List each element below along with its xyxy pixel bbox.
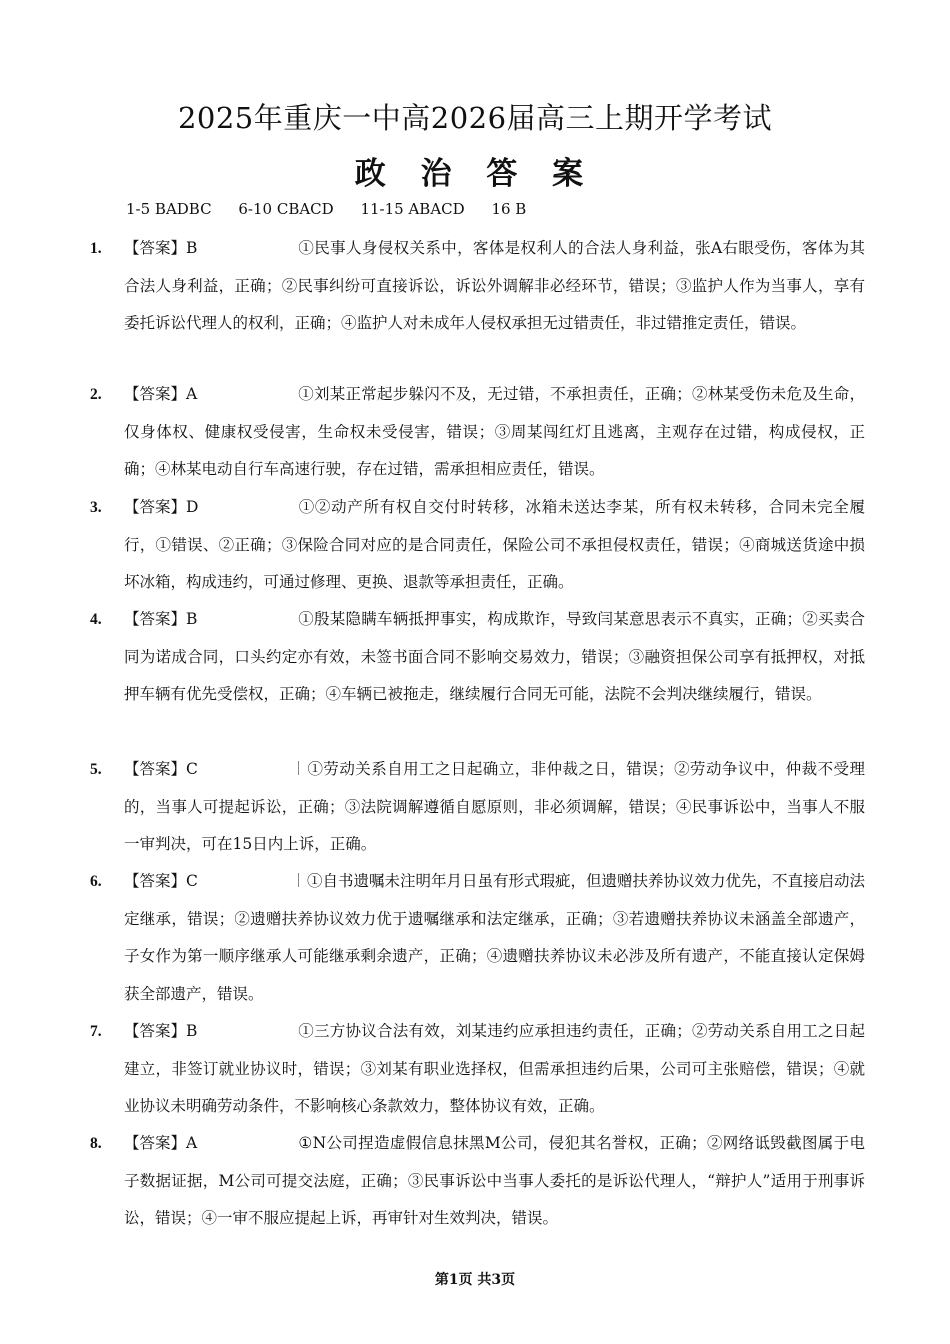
explanation-text: ①三方协议合法有效，刘某违约应承担违约责任，正确；②劳动关系自用工之日起建立，非签订就业协议时，错误；③刘某有职业选择权，但需承担违约后果，公司可主张赔偿，错误；④就业协议未明确劳动条件，不影响核心条款效力，整体协议有效，正确。 — [124, 1022, 865, 1115]
summary-group: 16 B — [491, 200, 527, 218]
explanation-text: ①自书遗嘱未注明年月日虽有形式瑕疵，但遗赠扶养协议效力优先，不直接启动法定继承，错误；②遗赠扶养协议效力优于遗嘱继承和法定继承，正确；③若遗赠扶养协议未涵盖全部遗产，子女作为第一顺序继承人可能继承剩余遗产，正确；④遗赠扶养协议未必涉及所有遗产，不能直接认定保姆获全部遗产，错误。 — [124, 872, 866, 1003]
explanation-text: ①N公司捏造虚假信息抹黑M公司，侵犯其名誉权，正确；②网络诋毁截图属于电子数据证据，M公司可提交法庭，正确；③民事诉讼中当事人委托的是诉讼代理人，“辩护人”适用于刑事诉讼，错误；④一审不服应提起上诉，再审针对生效判决，错误。 — [124, 1134, 865, 1227]
question-number: 8. — [90, 1135, 102, 1152]
summary-group: 1-5 BADBC — [126, 200, 212, 218]
question-number: 2. — [90, 386, 102, 403]
question-item — [90, 230, 865, 343]
answer-label: 【答案】A — [124, 385, 198, 403]
question-item — [90, 1125, 865, 1238]
answer-label: 【答案】B — [124, 610, 198, 628]
explanation-text: ①民事人身侵权关系中，客体是权利人的合法人身利益，张A右眼受伤，客体为其合法人身利益，正确；②民事纠纷可直接诉讼，诉讼外调解非必经环节，错误；③监护人作为当事人，享有委托诉讼代理人的权利，正确；④监护人对未成年人侵权承担无过错责任，非过错推定责任，错误。 — [124, 239, 865, 332]
explanation-text: ①劳动关系自用工之日起确立，非仲裁之日，错误；②劳动争议中，仲裁不受理的，当事人可提起诉讼，正确；③法院调解遵循自愿原则，非必须调解，错误；④民事诉讼中，当事人不服一审判决，可在15日内上诉，正确。 — [124, 760, 865, 853]
explanation-text: ①殷某隐瞒车辆抵押事实，构成欺诈，导致闫某意思表示不真实，正确；②买卖合同为诺成合同，口头约定亦有效，未签书面合同不影响交易效力，错误；③融资担保公司享有抵押权，对抵押车辆有优先受偿权，正确；④车辆已被拖走，继续履行合同无可能，法院不会判决继续履行，错误。 — [124, 610, 865, 703]
answer-label: 【答案】D — [124, 498, 199, 516]
answer-label: 【答案】B — [124, 239, 198, 257]
summary-group: 6-10 CBACD — [238, 200, 334, 218]
answer-label: 【答案】C — [124, 760, 198, 778]
summary-group: 11-15 ABACD — [360, 200, 465, 218]
scan-mark — [298, 761, 299, 775]
scan-mark — [298, 873, 299, 887]
question-number: 1. — [90, 240, 102, 257]
question-number: 5. — [90, 761, 102, 778]
answer-summary — [126, 200, 526, 218]
explanation-text: ①刘某正常起步躲闪不及，无过错，不承担责任，正确；②林某受伤未危及生命，仅身体权、健康权受侵害，生命权未受侵害，错误；③周某闯红灯且逃离，主观存在过错，构成侵权，正确；④林某电动自行车高速行驶，存在过错，需承担相应责任，错误。 — [124, 385, 865, 478]
question-number: 6. — [90, 873, 102, 890]
question-item — [90, 863, 865, 1013]
question-item — [90, 751, 865, 864]
answer-label: 【答案】A — [124, 1134, 198, 1152]
page-subtitle: 政 治 答 案 — [354, 156, 596, 192]
question-item — [90, 489, 865, 602]
question-item — [90, 1013, 865, 1126]
answer-label: 【答案】B — [124, 1022, 198, 1040]
answer-label: 【答案】C — [124, 872, 198, 890]
question-item — [90, 601, 865, 714]
question-number: 7. — [90, 1023, 102, 1040]
explanation-text: ①②动产所有权自交付时转移，冰箱未送达李某，所有权未转移，合同未完全履行，①错误、②正确；③保险合同对应的是合同责任，保险公司不承担侵权责任，错误；④商城送货途中损坏冰箱，构成违约，可通过修理、更换、退款等承担责任，正确。 — [124, 498, 865, 591]
question-number: 4. — [90, 611, 102, 628]
question-item — [90, 376, 865, 489]
question-number: 3. — [90, 499, 102, 516]
page-footer: 第1页 共3页 — [434, 1272, 516, 1288]
page-title: 2025年重庆一中高2026届高三上期开学考试 — [177, 101, 773, 135]
